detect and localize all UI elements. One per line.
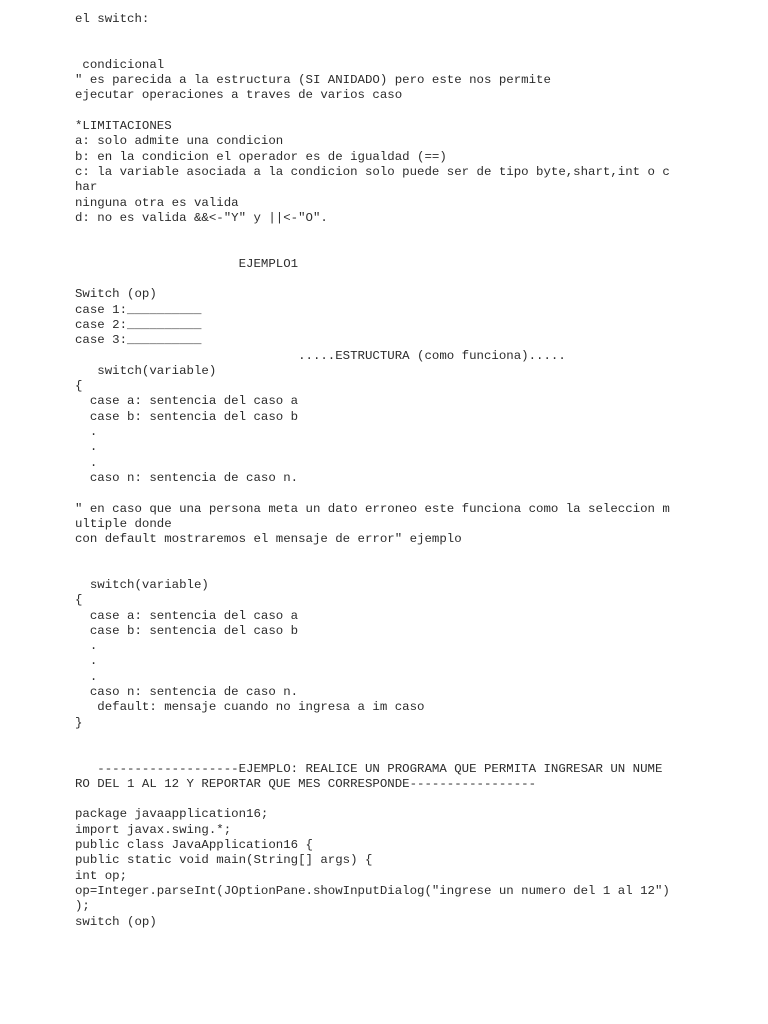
code-line: switch (op) xyxy=(75,914,157,929)
text-line xyxy=(75,563,695,578)
code-line: . xyxy=(75,654,98,669)
code-line: { xyxy=(75,593,83,608)
text-line: con default mostraremos el mensaje de error" ejemplo xyxy=(75,532,462,547)
text-line xyxy=(75,731,695,746)
text-line: el switch: xyxy=(75,12,150,26)
code-line: case b: sentencia del caso b xyxy=(75,409,299,424)
code-line: ); xyxy=(75,899,90,914)
text-line: har xyxy=(75,180,98,195)
code-line: case a: sentencia del caso a xyxy=(75,394,299,409)
code-line: public static void main(String[] args) { xyxy=(75,853,373,868)
code-line: case 1:__________ xyxy=(75,302,202,317)
text-line xyxy=(75,104,695,119)
code-line: Switch (op) xyxy=(75,287,157,302)
code-line: package javaapplication16; xyxy=(75,807,269,822)
text-line xyxy=(75,226,695,241)
code-line: switch(variable) xyxy=(75,577,209,592)
code-line: op=Integer.parseInt(JOptionPane.showInputDialog("ingrese un numero del 1 al 12") xyxy=(75,883,670,898)
code-line: caso n: sentencia de caso n. xyxy=(75,470,299,485)
code-line: case b: sentencia del caso b xyxy=(75,623,299,638)
text-line: condicional xyxy=(75,57,165,72)
code-line: . xyxy=(75,440,98,455)
text-line xyxy=(75,792,695,807)
text-line xyxy=(75,746,695,761)
code-line: switch(variable) xyxy=(75,363,217,378)
code-line: import javax.swing.*; xyxy=(75,822,232,837)
text-line: ultiple donde xyxy=(75,516,172,531)
code-line: } xyxy=(75,715,83,730)
heading-limitaciones: *LIMITACIONES xyxy=(75,119,172,134)
text-line: ejecutar operaciones a traves de varios caso xyxy=(75,88,403,103)
code-line: . xyxy=(75,669,98,684)
code-line: { xyxy=(75,379,83,394)
code-line: default: mensaje cuando no ingresa a im caso xyxy=(75,700,425,715)
text-line: a: solo admite una condicion xyxy=(75,134,284,149)
text-line xyxy=(75,27,695,42)
code-line: . xyxy=(75,455,98,470)
text-line xyxy=(75,272,695,287)
text-line xyxy=(75,43,695,58)
text-line: c: la variable asociada a la condicion solo puede ser de tipo byte,shart,int o c xyxy=(75,164,670,179)
code-line: public class JavaApplication16 { xyxy=(75,838,313,853)
text-line: " es parecida a la estructura (SI ANIDADO) pero este nos permite xyxy=(75,73,551,88)
text-line xyxy=(75,547,695,562)
code-line: . xyxy=(75,639,98,654)
code-line: caso n: sentencia de caso n. xyxy=(75,685,299,700)
text-line: b: en la condicion el operador es de igualdad (==) xyxy=(75,149,447,164)
text-line xyxy=(75,241,695,256)
heading-ejemplo: RO DEL 1 AL 12 Y REPORTAR QUE MES CORRESPONDE----------------- xyxy=(75,776,537,791)
code-line: case a: sentencia del caso a xyxy=(75,608,299,623)
text-line: " en caso que una persona meta un dato erroneo este funciona como la seleccion m xyxy=(75,501,670,516)
code-line: case 3:__________ xyxy=(75,333,202,348)
code-line: case 2:__________ xyxy=(75,317,202,332)
code-line: . xyxy=(75,425,98,440)
text-line: ninguna otra es valida xyxy=(75,195,239,210)
document-page xyxy=(75,12,695,930)
heading-ejemplo: -------------------EJEMPLO: REALICE UN PROGRAMA QUE PERMITA INGRESAR UN NUME xyxy=(75,761,663,776)
heading-ejemplo1: EJEMPLO1 xyxy=(75,256,299,271)
text-line xyxy=(75,486,695,501)
text-line: d: no es valida &&<-"Y" y ||<-"O". xyxy=(75,210,328,225)
heading-estructura: .....ESTRUCTURA (como funciona)..... xyxy=(75,348,566,363)
code-line: int op; xyxy=(75,868,128,883)
